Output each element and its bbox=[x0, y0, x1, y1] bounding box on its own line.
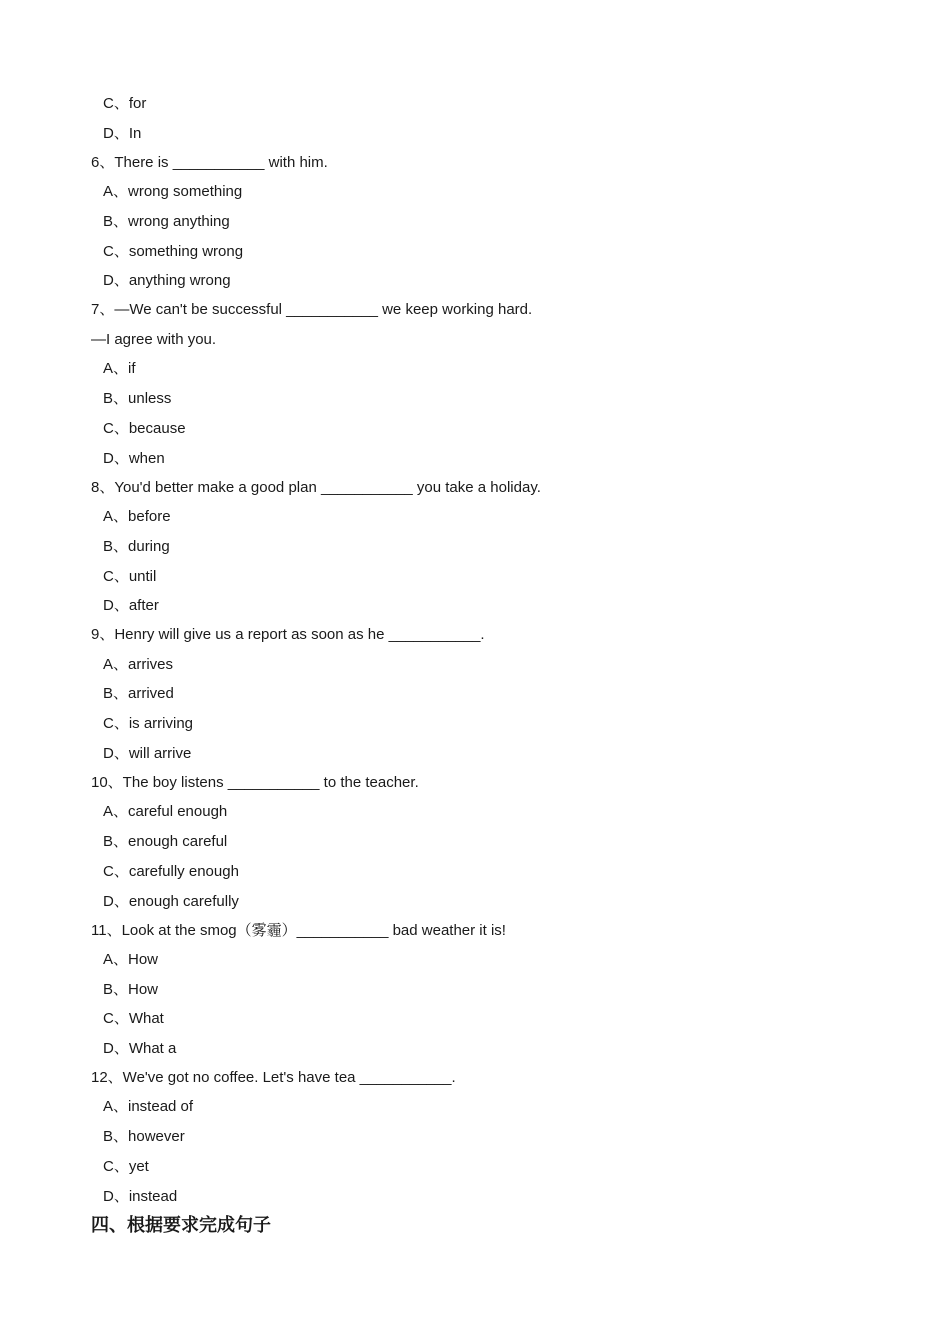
option-line: A、instead of bbox=[103, 1098, 194, 1115]
option-line: B、How bbox=[103, 981, 159, 998]
question-line: 11、Look at the smog（雾霾）___________ bad weather it is! bbox=[91, 922, 506, 939]
option-line: B、unless bbox=[103, 390, 172, 407]
section-heading: 四、根据要求完成句子 bbox=[91, 1215, 271, 1236]
question-line: 6、There is ___________ with him. bbox=[91, 154, 328, 171]
option-line: C、until bbox=[103, 568, 157, 585]
option-line: A、careful enough bbox=[103, 803, 228, 820]
option-line: B、arrived bbox=[103, 685, 174, 702]
option-line: B、wrong anything bbox=[103, 213, 230, 230]
question-line: 12、We've got no coffee. Let's have tea ___________. bbox=[91, 1069, 456, 1086]
option-line: D、when bbox=[103, 450, 165, 467]
option-line: C、carefully enough bbox=[103, 863, 239, 880]
option-line: B、however bbox=[103, 1128, 185, 1145]
option-line: C、is arriving bbox=[103, 715, 194, 732]
option-line: C、What bbox=[103, 1010, 164, 1027]
question-line: 10、The boy listens ___________ to the teacher. bbox=[91, 774, 419, 791]
question-line: 7、—We can't be successful ___________ we keep working hard. bbox=[91, 301, 533, 318]
option-line: D、instead bbox=[103, 1188, 178, 1205]
option-line: A、before bbox=[103, 508, 171, 525]
option-line: C、something wrong bbox=[103, 243, 244, 260]
option-line: D、after bbox=[103, 597, 159, 614]
option-line: B、during bbox=[103, 538, 170, 555]
question-line: —I agree with you. bbox=[91, 331, 217, 348]
option-line: C、for bbox=[103, 95, 147, 112]
option-line: D、anything wrong bbox=[103, 272, 231, 289]
option-line: B、enough careful bbox=[103, 833, 228, 850]
option-line: A、wrong something bbox=[103, 183, 243, 200]
option-line: A、arrives bbox=[103, 656, 174, 673]
question-line: 9、Henry will give us a report as soon as he ___________. bbox=[91, 626, 485, 643]
option-line: C、yet bbox=[103, 1158, 149, 1175]
option-line: A、if bbox=[103, 360, 136, 377]
option-line: D、In bbox=[103, 125, 142, 142]
option-line: D、What a bbox=[103, 1040, 177, 1057]
option-line: C、because bbox=[103, 420, 186, 437]
option-line: D、enough carefully bbox=[103, 893, 239, 910]
option-line: D、will arrive bbox=[103, 745, 192, 762]
question-line: 8、You'd better make a good plan ___________ you take a holiday. bbox=[91, 479, 541, 496]
option-line: A、How bbox=[103, 951, 159, 968]
